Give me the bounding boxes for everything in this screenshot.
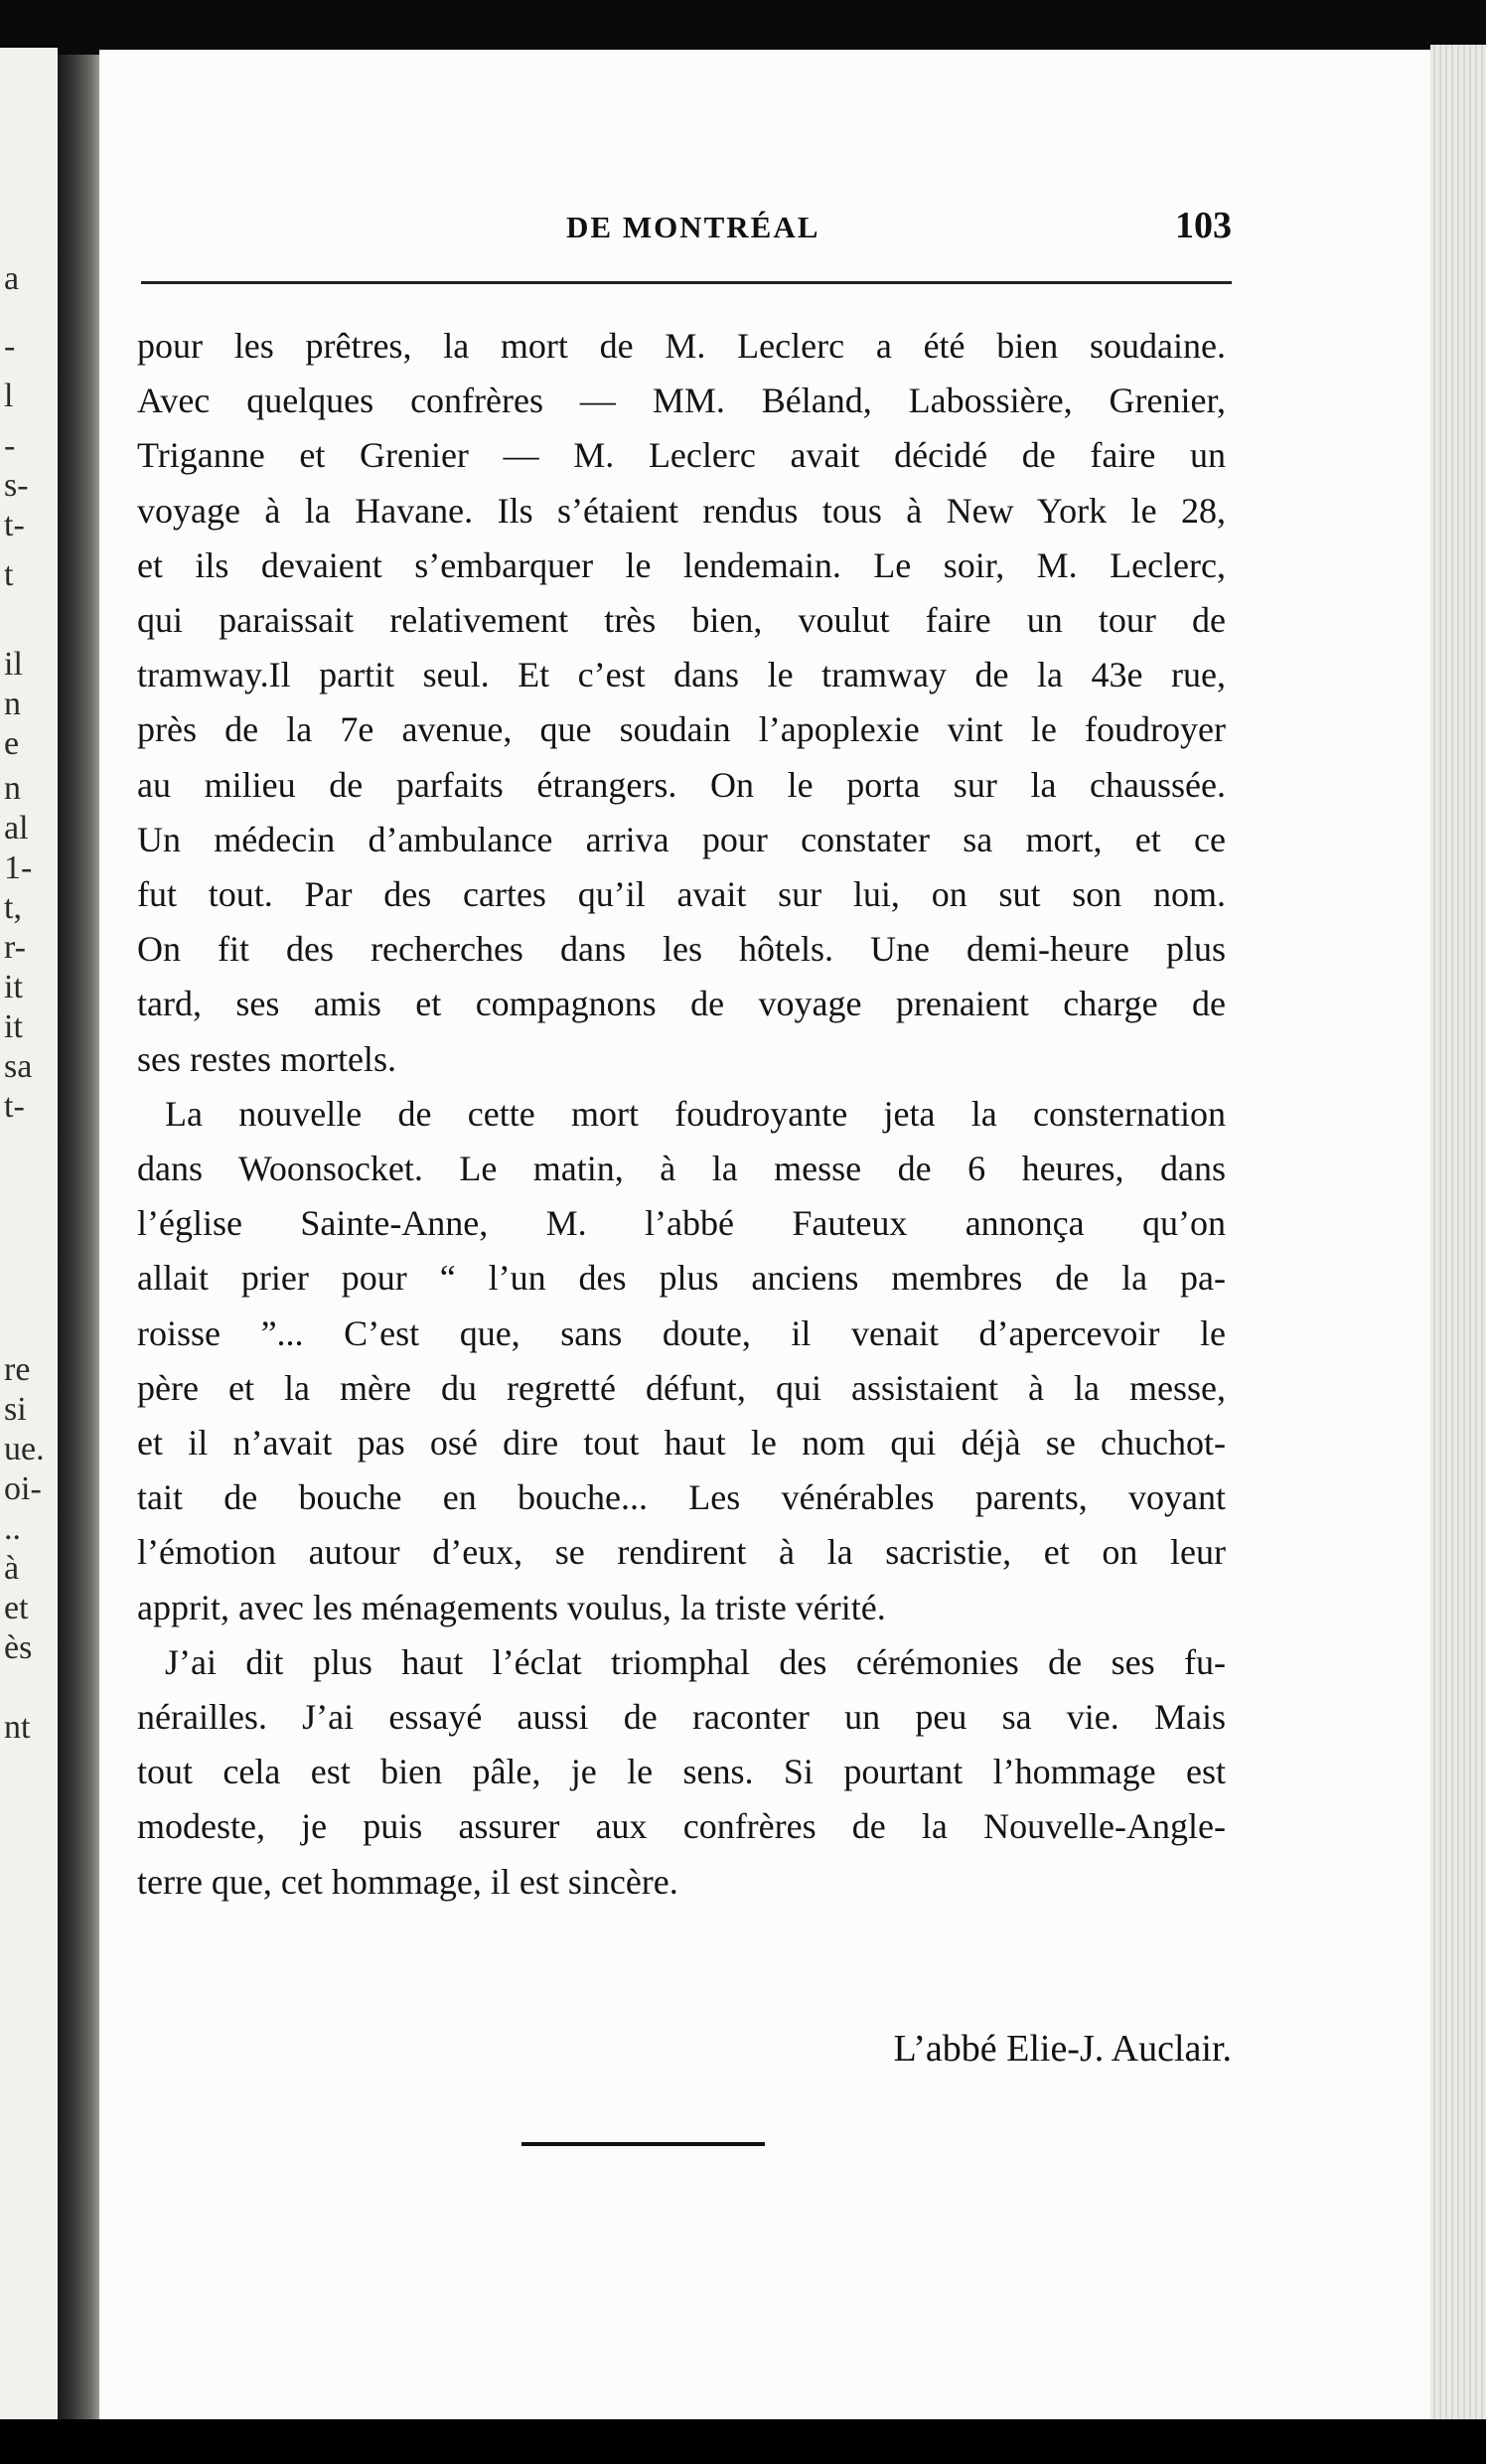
text-line: apprit, avec les ménagements voulus, la triste vérité. [137, 1587, 886, 1627]
facing-page-fragment: oi- [4, 1470, 42, 1507]
text-line: tout cela est bien pâle, je le sens. Si pourtant l’hommage est [137, 1752, 1226, 1792]
text-line: modeste, je puis assurer aux confrères de la Nouvelle-Angle- [137, 1806, 1226, 1847]
text-line: pour les prêtres, la mort de M. Leclerc a été bien soudaine. [137, 326, 1226, 366]
text-line: Un médecin d’ambulance arriva pour constater sa mort, et ce [137, 819, 1226, 859]
text-line: au milieu de parfaits étrangers. On le porta sur la chaussée. [137, 764, 1226, 805]
text-line: Avec quelques confrères — MM. Béland, Labossière, Grenier, [137, 381, 1226, 421]
text-line: Triganne et Grenier — M. Leclerc avait décidé de faire un [137, 435, 1226, 476]
facing-page-fragment: - [4, 427, 16, 464]
text-line: et ils devaient s’embarquer le lendemain. Le soir, M. Leclerc, [137, 544, 1226, 585]
text-line: roisse ”... C’est que, sans doute, il venait d’apercevoir le [137, 1312, 1226, 1353]
text-line: nérailles. J’ai essayé aussi de raconter un peu sa vie. Mais [137, 1697, 1226, 1737]
facing-page-fragment: n [4, 686, 21, 722]
text-line: qui paraissait relativement très bien, voulut faire un tour de [137, 600, 1226, 640]
facing-page-fragment: it [4, 1008, 23, 1045]
page-number: 103 [1175, 205, 1232, 246]
text-line: On fit des recherches dans les hôtels. Une demi-heure plus [137, 929, 1226, 970]
text-line: voyage à la Havane. Ils s’étaient rendus tous à New York le 28, [137, 490, 1226, 531]
facing-page-fragment: a [4, 260, 20, 297]
text-line: tait de bouche en bouche... Les vénérables parents, voyant [137, 1477, 1226, 1518]
facing-page-fragment: it [4, 969, 23, 1005]
facing-page-fragment: ès [4, 1629, 33, 1666]
facing-page-fragment: re [4, 1351, 31, 1388]
facing-page-fragment: si [4, 1391, 27, 1428]
facing-page-fragment: l [4, 378, 14, 414]
text-line: l’église Sainte-Anne, M. l’abbé Fauteux annonça qu’on [137, 1203, 1226, 1244]
facing-page-fragment: .. [4, 1510, 21, 1547]
text-line: père et la mère du regretté défunt, qui assistaient à la messe, [137, 1367, 1226, 1408]
text-line: terre que, cet hommage, il est sincère. [137, 1861, 678, 1902]
running-header [139, 204, 1232, 253]
book-gutter-shadow [58, 55, 99, 2419]
text-line: tard, ses amis et compagnons de voyage prenaient charge de [137, 984, 1226, 1024]
facing-page-edge [0, 48, 58, 2422]
header-rule [141, 281, 1232, 284]
facing-page-fragment: et [4, 1590, 29, 1626]
end-rule [521, 2142, 765, 2146]
facing-page-fragment: t- [4, 1088, 25, 1125]
facing-page-fragment: à [4, 1550, 20, 1587]
text-line: dans Woonsocket. Le matin, à la messe de 6 heures, dans [137, 1149, 1226, 1188]
text-line: ses restes mortels. [137, 1038, 396, 1079]
facing-page-fragment: t- [4, 507, 25, 543]
running-title: DE MONTRÉAL [566, 210, 820, 244]
facing-page-fragment: il [4, 646, 23, 683]
facing-page-fragment: r- [4, 929, 26, 966]
facing-page-fragment: al [4, 810, 29, 847]
text-line: tramway.Il partit seul. Et c’est dans le tramway de la 43e rue, [137, 655, 1226, 695]
facing-page-fragment: sa [4, 1048, 33, 1085]
facing-page-fragment: t [4, 556, 14, 593]
facing-page-fragment: t, [4, 889, 22, 926]
facing-page-fragment: 1- [4, 849, 33, 886]
text-line: l’émotion autour d’eux, se rendirent à la sacristie, et on leur [137, 1532, 1226, 1573]
facing-page-fragment: n [4, 770, 21, 807]
facing-page-fragment: s- [4, 467, 29, 504]
text-line: allait prier pour “ l’un des plus anciens membres de la pa- [137, 1258, 1226, 1299]
facing-page-fragment: ue. [4, 1431, 45, 1467]
text-line: et il n’avait pas osé dire tout haut le nom qui déjà se chuchot- [137, 1423, 1226, 1463]
page-stack-edge [1430, 45, 1486, 2439]
facing-page-fragment: - [4, 328, 16, 365]
text-line: J’ai dit plus haut l’éclat triomphal des cérémonies de ses fu- [165, 1641, 1226, 1682]
text-line: fut tout. Par des cartes qu’il avait sur lui, on sut son nom. [137, 874, 1226, 914]
facing-page-fragment: e [4, 725, 20, 762]
text-line: près de la 7e avenue, que soudain l’apoplexie vint le foudroyer [137, 709, 1226, 750]
text-line: La nouvelle de cette mort foudroyante jeta la consternation [165, 1093, 1226, 1134]
scan-bottom-border [0, 2419, 1486, 2464]
facing-page-fragment: nt [4, 1709, 31, 1746]
author-signature: L’abbé Elie-J. Auclair. [893, 2028, 1232, 2070]
